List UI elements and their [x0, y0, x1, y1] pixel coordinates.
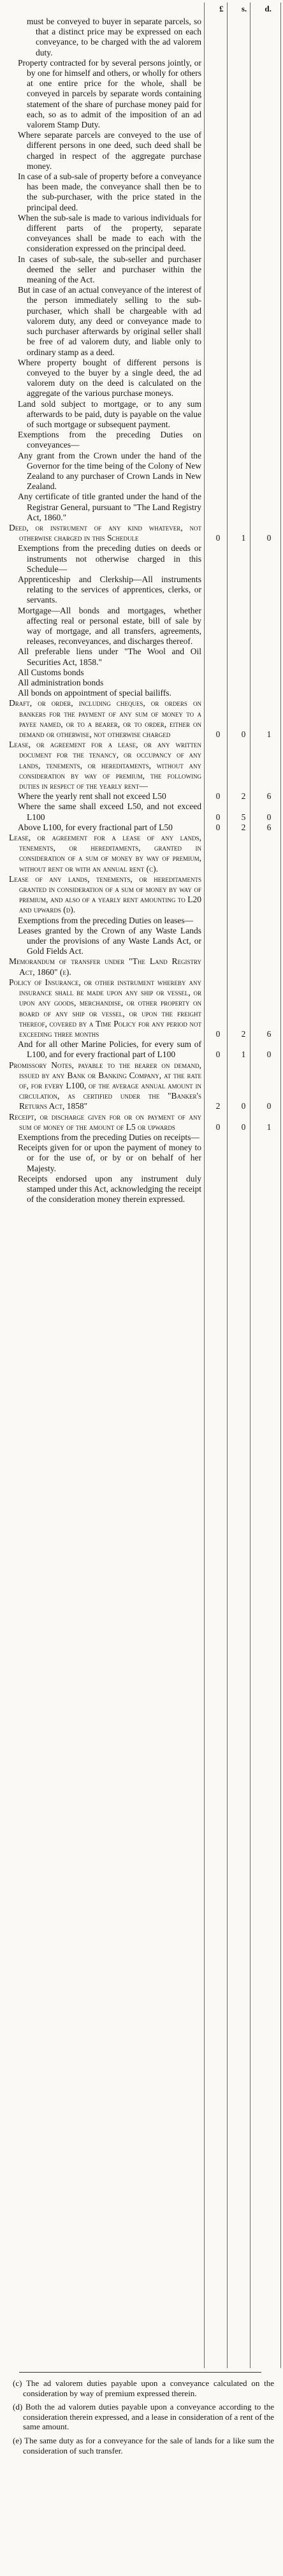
entry-text: All Customs bonds [18, 667, 84, 677]
amount-pence: 1 [266, 1122, 272, 1132]
money-column-headers [210, 4, 280, 14]
entry-text: And for all other Marine Policies, for every sum of L100, and for every fractional part of L100 [18, 1039, 201, 1060]
entry-text: In cases of sub-sale, the sub-seller and purchaser deemed the seller and purchaser within the meaning of the Act. [18, 254, 201, 285]
entry-text: When the sub-sale is made to various individuals for different parts of the property, separate conveyances shall be made to each with the consideration expressed on the principal deed. [18, 212, 201, 254]
schedule-entry [9, 399, 201, 430]
schedule-entry [9, 130, 201, 172]
schedule-entry [9, 58, 201, 130]
schedule-entry [9, 833, 201, 874]
entry-text: Memorandum of transfer under "The Land Registry Act, 1860" (e). [9, 956, 201, 977]
entry-text: Where the same shall exceed L50, and not exceed L100 [18, 801, 201, 822]
schedule-entry [9, 172, 201, 213]
entry-text: Leases granted by the Crown of any Waste Lands under the provisions of any Waste Lands Act, or Gold Fields Act. [18, 925, 201, 956]
amount-pounds: 0 [215, 1050, 221, 1060]
amount-pence: 6 [266, 822, 272, 832]
entry-text: Where separate parcels are conveyed to the use of different persons in one deed, such deed shall be charged in respect of the aggregate purchase money. [18, 130, 201, 171]
schedule-entry [9, 543, 201, 574]
column-rule [204, 3, 205, 2368]
schedule-entry [9, 1132, 201, 1143]
entry-text: Promissory Notes, payable to the bearer on demand, issued by any Bank or Banking Company, at the rate of, for every L100, of the average annual amount in circulation, as certified under the "Banker's Returns Act, 1858" [9, 1060, 201, 1111]
amount-pounds: 0 [215, 1122, 221, 1132]
amount-pounds: 2 [215, 1101, 221, 1111]
entry-text: Receipts endorsed upon any instrument duly stamped under this Act, acknowledging the receipt of the consideration money therein expressed. [18, 1173, 201, 1204]
pence-header: d. [265, 4, 272, 13]
entry-text: Receipts given for or upon the payment of money to or for the use of, or by or on behalf of her Majesty. [18, 1143, 201, 1173]
amount-pence: 0 [266, 1050, 272, 1060]
schedule-entry [9, 213, 201, 254]
amount-shillings: 2 [241, 822, 246, 832]
footnote: (c) The ad valorem duties payable upon a conveyance calculated on the consideration by way of premium expressed therein. [13, 2378, 274, 2398]
schedule-entry [9, 358, 201, 399]
amount-shillings: 0 [241, 1101, 246, 1111]
schedule-entry [9, 1111, 272, 1132]
schedule-entry [9, 430, 201, 450]
amount-shillings: 2 [241, 791, 246, 801]
entry-text: Policy of Insurance, or other instrument whereby any insurance shall be made upon any ship or vessel, or upon any goods, merchandise, or other property on board of any ship or vessel, or upon the freight thereof, covered by a Time Policy for any period not exceeding three months [9, 977, 201, 1039]
amount-pence: 1 [266, 729, 272, 740]
schedule-entry [9, 574, 201, 606]
entry-text: Draft, or order, including cheques, or orders on bankers for the payment of any sum of money to a payee named, or to a bearer, or to order, either on demand or otherwise, not otherwise charged [9, 698, 201, 740]
schedule-entry [9, 822, 272, 833]
shillings-header: s. [241, 4, 247, 13]
schedule-entry [9, 522, 272, 543]
amount-pence: 6 [266, 791, 272, 801]
schedule-entry [9, 451, 201, 492]
schedule-entry [9, 678, 201, 688]
entry-text: Mortgage—All bonds and mortgages, whether affecting real or personal estate, bill of sale by way of mortgage, and all transfers, agreements, releases, reconveyances, and discharges thereof. [18, 605, 201, 647]
schedule-entry [9, 1039, 272, 1060]
entry-text: All preferable liens under "The Wool and Oil Securities Act, 1858." [18, 647, 201, 667]
schedule-entry [9, 916, 201, 926]
amount-shillings: 1 [241, 533, 246, 543]
schedule-entry [9, 647, 201, 667]
amount-pounds: 0 [215, 822, 221, 832]
duty-amount [205, 533, 282, 543]
amount-pence: 0 [266, 533, 272, 543]
amount-pounds: 0 [215, 729, 221, 740]
schedule-entry [9, 606, 201, 647]
entry-text: Where property bought of different persons is conveyed to the buyer by a single deed, the ad valorem duty on the deed is calculated on the aggregate of the various purchase moneys. [18, 357, 201, 399]
footnotes [13, 2378, 274, 2459]
entry-text: Property contracted for by several persons jointly, or by one for himself and others, or wholly for others at one entire price for the whole, shall be conveyed in parcels by separate words containing statement of the share of purchase money paid for each, so as to admit of the imposition of an ad valorem Stamp Duty. [18, 57, 201, 130]
entry-text: Land sold subject to mortgage, or to any sum afterwards to be paid, duty is payable on the value of such mortgage or subsequent payment. [18, 399, 201, 429]
entry-text: Lease of any lands, tenements, or hereditaments granted in consideration of a sum of money by way of premium, and also of a yearly rent amounting to L20 and upwards (d). [9, 874, 201, 915]
amount-shillings: 1 [241, 1050, 246, 1060]
schedule-entry [9, 740, 201, 791]
schedule-entry [9, 1143, 201, 1174]
entry-text: All administration bonds [18, 678, 104, 687]
entry-text: must be conveyed to buyer in separate parcels, so that a distinct price may be expressed on each conveyance, to be charged with the ad valorem duty. [27, 17, 201, 57]
amount-pence: 0 [266, 812, 272, 822]
schedule-entry [9, 801, 272, 822]
schedule-entry [9, 977, 272, 1039]
schedule-entry [9, 874, 201, 916]
duty-amount [205, 812, 282, 823]
duty-amount [205, 823, 282, 833]
entry-text: Any certificate of title granted under the hand of the Registrar General, pursuant to "The Land Registry Act, 1860." [18, 492, 201, 522]
entry-text: Exemptions from the preceding duties on deeds or instruments not otherwise charged in this Schedule— [18, 543, 201, 574]
schedule-entry [9, 698, 272, 740]
schedule-entry [9, 1060, 272, 1112]
pounds-header: £ [219, 4, 224, 13]
amount-pence: 0 [266, 1101, 272, 1111]
duty-amount [205, 1029, 282, 1039]
duty-amount [205, 791, 282, 801]
schedule-entry [9, 956, 201, 977]
amount-shillings: 0 [241, 729, 246, 740]
footnote: (d) Both the ad valorem duties payable upon a conveyance according to the consideration therein expressed, and a lease in consideration of a rent of the same amount. [13, 2402, 274, 2432]
entry-text: Exemptions from the preceding Duties on conveyances— [18, 430, 201, 450]
footnote-divider [19, 2372, 261, 2373]
amount-shillings: 5 [241, 812, 246, 822]
entry-text: Apprenticeship and Clerkship—All instruments relating to the services of apprentices, clerks, or servants. [18, 574, 201, 605]
column-rule [227, 3, 228, 2368]
amount-shillings: 0 [241, 1122, 246, 1132]
amount-shillings: 2 [241, 1028, 246, 1039]
schedule-entry [9, 1174, 201, 1205]
entry-text: Lease, or agreement for a lease, or any written document for the tenancy, or occupancy of any lands, tenements, or hereditaments, without any consideration by way of premium, the following duties in respect of the yearly rent— [9, 740, 201, 791]
duty-amount [205, 1050, 282, 1060]
entry-text: But in case of an actual conveyance of the interest of the person immediately selling to the sub-purchaser, which shall be chargeable with ad valorem duty, any deed or conveyance made to such purchaser afterwards by original seller shall be free of ad valorem duty, and liable only to ordinary stamp as a deed. [18, 285, 201, 357]
entry-text: Where the yearly rent shall not exceed L50 [18, 791, 166, 801]
duty-amount [205, 1122, 282, 1132]
schedule-entry [9, 688, 201, 698]
entry-text: Any grant from the Crown under the hand of the Governor for the time being of the Colony of New Zealand to any purchaser of Crown Lands in New Zealand. [18, 450, 201, 492]
schedule-entry [9, 492, 201, 523]
schedule-entry [9, 254, 201, 286]
schedule-entry [9, 17, 201, 58]
entry-text: Exemptions from the preceding Duties on leases— [18, 915, 194, 925]
entry-text: Lease, or agreement for a lease of any lands, tenements, or hereditaments, granted in consideration of a sum of money by way of premium, without rent or with an annual rent (c). [9, 833, 201, 874]
amount-pounds: 0 [215, 1028, 221, 1039]
amount-pounds: 0 [215, 791, 221, 801]
amount-pounds: 0 [215, 812, 221, 822]
entry-text: In case of a sub-sale of property before a conveyance has been made, the conveyance shall then be to the sub-purchaser, with the price stated in the principal deed. [18, 172, 201, 212]
entry-text: Above L100, for every fractional part of L50 [18, 822, 173, 832]
schedule-body [9, 17, 272, 1204]
entry-text: All bonds on appointment of special bailiffs. [18, 688, 171, 698]
schedule-entry [9, 668, 201, 678]
amount-pounds: 0 [215, 533, 221, 543]
duty-amount [205, 1101, 282, 1111]
schedule-entry [9, 285, 201, 357]
column-rule [280, 3, 281, 2368]
entry-text: Receipt, or discharge given for or on payment of any sum of money of the amount of L5 or upwards [9, 1111, 201, 1132]
schedule-entry [9, 926, 201, 957]
amount-pence: 6 [266, 1028, 272, 1039]
footnote: (e) The same duty as for a conveyance for the sale of lands for a like sum the consideration of such transfer. [13, 2435, 274, 2455]
duty-amount [205, 729, 282, 740]
entry-text: Deed, or instrument of any kind whatever, not otherwise charged in this Schedule [9, 522, 201, 543]
schedule-entry [9, 791, 272, 801]
entry-text: Exemptions from the preceding Duties on receipts— [18, 1132, 200, 1142]
